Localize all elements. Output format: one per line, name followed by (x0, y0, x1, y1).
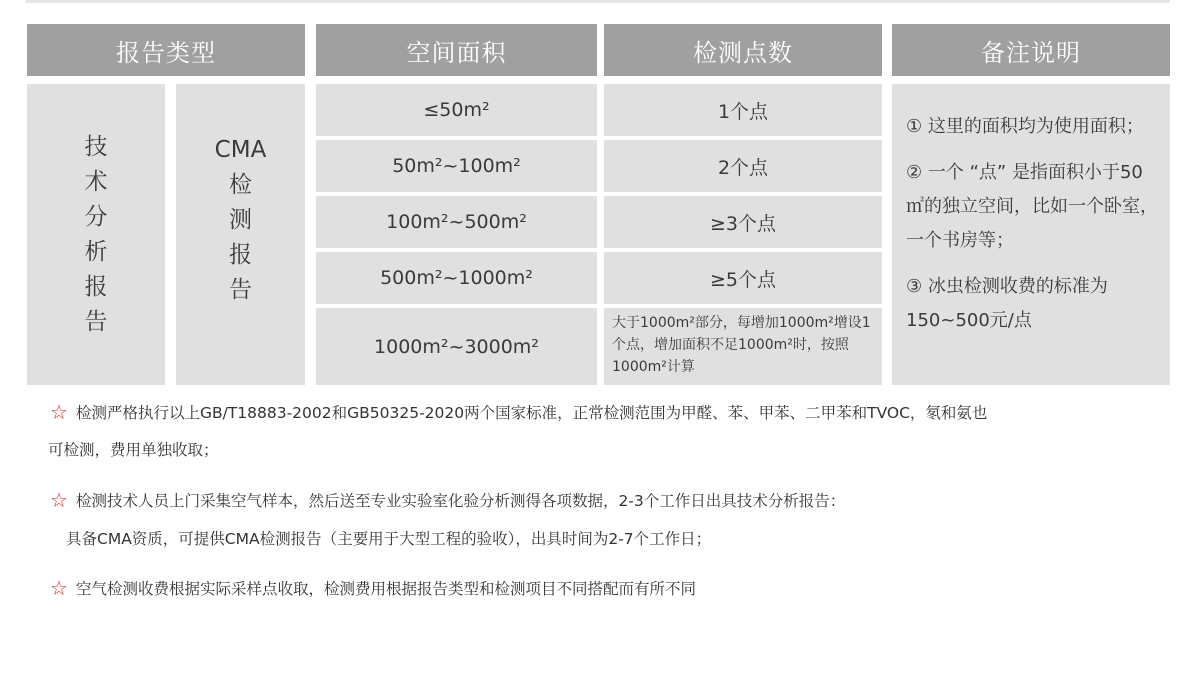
footnote-2-line-1 (50, 488, 845, 512)
area-cell: 50m²~100m² (316, 140, 597, 192)
footnote-1-line-1 (50, 400, 987, 424)
report-type-char: 告 (84, 308, 108, 335)
report-type-char: 术 (84, 168, 108, 195)
report-type-char: 分 (84, 203, 108, 230)
footnote-text: 检测严格执行以上GB/T18883-2002和GB50325-2020两个国家标准，正常检测范围为甲醛、苯、甲苯、二甲苯和TVOC，氡和氨也 (75, 404, 988, 422)
star-icon: ☆ (50, 400, 68, 424)
header-area: 空间面积 (316, 24, 597, 76)
note-1: ① 这里的面积均为使用面积； (906, 116, 1144, 137)
report-type-cma (176, 84, 305, 385)
area-cell: 500m²~1000m² (316, 252, 597, 304)
report-type-cma-label: CMA (214, 137, 267, 163)
report-type-char: 析 (84, 238, 108, 265)
report-type-char: 技 (84, 133, 108, 160)
footnote-text: 检测技术人员上门采集空气样本，然后送至专业实验室化验分析测得各项数据，2-3个工作日出具技术分析报告： (75, 492, 846, 510)
area-cell: 1000m²~3000m² (316, 308, 597, 385)
area-cell: ≤50m² (316, 84, 597, 136)
note-3: ③ 冰虫检测收费的标准为150~500元/点 (906, 276, 1108, 331)
star-icon: ☆ (50, 576, 68, 600)
report-type-char: 告 (229, 277, 252, 303)
footnote-1-line-2: 可检测，费用单独收取； (48, 441, 219, 459)
points-cell-large-area: 大于1000m²部分，每增加1000m²增设1个点，增加面积不足1000m²时，按照1000m²计算 (604, 308, 882, 385)
header-report-type: 报告类型 (27, 24, 305, 76)
report-type-technical-analysis (27, 84, 165, 385)
points-cell: ≥3个点 (604, 196, 882, 248)
report-type-char: 报 (229, 242, 252, 268)
note-2: ② 一个 “点” 是指面积小于50㎡的独立空间，比如一个卧室，一个书房等； (906, 162, 1158, 251)
footnote-2-line-2: 具备CMA资质，可提供CMA检测报告（主要用于大型工程的验收），出具时间为2-7个工作日； (66, 530, 712, 548)
notes-cell (892, 84, 1170, 385)
footnote-3 (50, 576, 696, 600)
footnote-text: 空气检测收费根据实际采样点收取，检测费用根据报告类型和检测项目不同搭配而有所不同 (75, 580, 696, 598)
header-points: 检测点数 (604, 24, 882, 76)
star-icon: ☆ (50, 488, 68, 512)
points-cell: ≥5个点 (604, 252, 882, 304)
report-type-char: 报 (84, 273, 108, 300)
report-type-char: 检 (229, 172, 252, 198)
area-cell: 100m²~500m² (316, 196, 597, 248)
header-notes: 备注说明 (892, 24, 1170, 76)
points-cell: 1个点 (604, 84, 882, 136)
points-cell: 2个点 (604, 140, 882, 192)
report-type-char: 测 (229, 207, 252, 233)
top-divider (26, 0, 1170, 3)
